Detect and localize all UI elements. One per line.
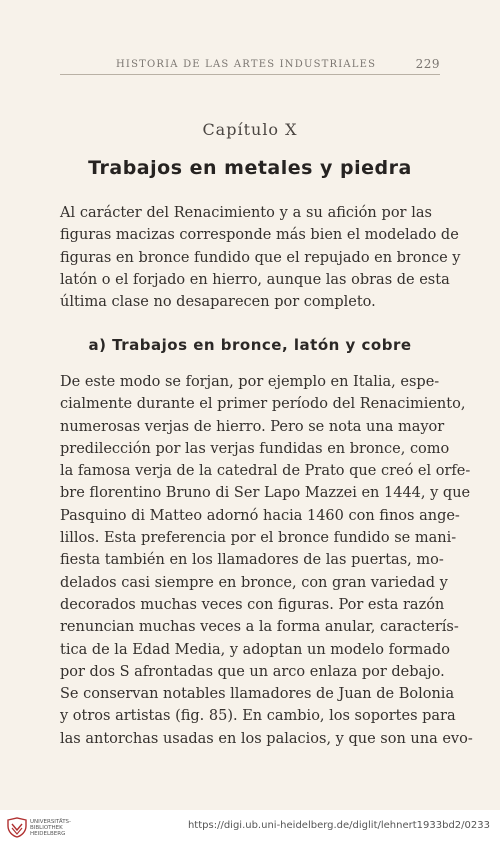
text-line: renuncian muchas veces a la forma anular, caracterís-	[60, 619, 459, 636]
chapter-label: Capítulo X	[202, 120, 298, 139]
text-line: la famosa verja de la catedral de Prato que creó el orfe-	[60, 463, 471, 480]
text-line: Pasquino di Matteo adornó hacia 1460 con finos ange-	[60, 507, 460, 524]
text-line: última clase no desaparecen por completo.	[60, 294, 376, 311]
text-line: delados casi siempre en bronce, con gran variedad y	[60, 574, 448, 591]
text-line: lillos. Esta preferencia por el bronce fundido se mani-	[60, 530, 457, 547]
text-line: tica de la Edad Media, y adoptan un modelo formado	[60, 641, 451, 658]
body-paragraph	[60, 371, 473, 750]
text-line: Al carácter del Renacimiento y a su afición por las	[60, 205, 432, 221]
text-line: las antorchas usadas en los palacios, y que son una evo-	[60, 730, 473, 747]
library-name-line: HEIDELBERG	[30, 831, 66, 837]
running-header-title: HISTORIA DE LAS ARTES INDUSTRIALES	[116, 59, 377, 70]
university-library-logo-icon	[6, 816, 28, 838]
text-line: decorados muchas veces con figuras. Por esta razón	[60, 596, 445, 613]
text-line: y otros artistas (fig. 85). En cambio, los soportes para	[60, 708, 456, 725]
text-line: bre florentino Bruno di Ser Lapo Mazzei en 1444, y que	[60, 485, 471, 502]
library-name	[30, 819, 71, 837]
text-line: Se conservan notables llamadores de Juan de Bolonia	[60, 686, 455, 703]
text-line: latón o el forjado en hierro, aunque las obras de esta	[60, 271, 450, 288]
text-line: fiesta también en los llamadores de las puertas, mo-	[60, 552, 444, 569]
source-url-link[interactable]: https://digi.ub.uni-heidelberg.de/diglit/lehnert1933bd2/0233	[187, 820, 490, 831]
running-header	[60, 52, 440, 75]
section-heading: a) Trabajos en bronce, latón y cobre	[88, 336, 412, 354]
library-name-line: UNIVERSITÄTS-	[30, 819, 72, 825]
text-line: cialmente durante el primer período del Renacimiento,	[60, 396, 466, 413]
intro-paragraph	[60, 202, 461, 313]
text-line: numerosas verjas de hierro. Pero se nota una mayor	[60, 418, 445, 435]
text-line: por dos S afrontadas que un arco enlaza por debajo.	[60, 663, 445, 680]
text-line: predilección por las verjas fundidas en bronce, como	[60, 440, 450, 457]
text-line: figuras macizas corresponde más bien el modelado de	[60, 227, 459, 244]
text-line: figuras en bronce fundido que el repujado en bronce y	[60, 249, 461, 266]
digitization-footer	[0, 810, 500, 845]
library-name-line: BIBLIOTHEK	[30, 825, 63, 831]
chapter-title: Trabajos en metales y piedra	[88, 157, 412, 179]
page-number: 229	[415, 57, 440, 71]
text-line: De este modo se forjan, por ejemplo en Italia, espe-	[60, 374, 440, 390]
